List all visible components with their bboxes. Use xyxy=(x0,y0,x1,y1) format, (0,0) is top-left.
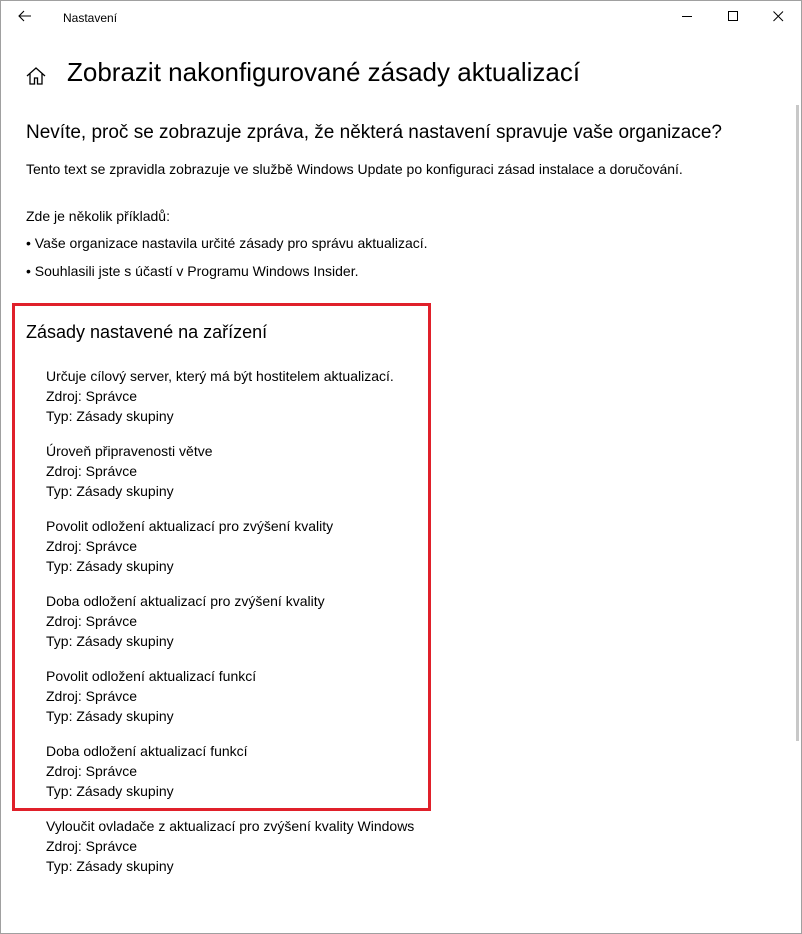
policy-item xyxy=(46,816,414,876)
policy-type: Typ: Zásady skupiny xyxy=(46,708,174,724)
policy-name: Určuje cílový server, který má být hostitelem aktualizací. xyxy=(46,368,394,384)
home-icon[interactable] xyxy=(25,65,47,87)
policy-source: Zdroj: Správce xyxy=(46,463,138,479)
examples-intro: Zde je několik příkladů: xyxy=(26,208,170,224)
close-button[interactable] xyxy=(755,1,801,35)
question-heading: Nevíte, proč se zobrazuje zpráva, že některá nastavení spravuje vaše organizace? xyxy=(26,122,722,143)
policy-name: Úroveň připravenosti větve xyxy=(46,443,213,459)
policy-source: Zdroj: Správce xyxy=(46,613,138,629)
policy-name: Doba odložení aktualizací funkcí xyxy=(46,743,248,759)
policy-item xyxy=(46,366,394,426)
policy-name: Doba odložení aktualizací pro zvýšení kvality xyxy=(46,593,325,609)
policy-source: Zdroj: Správce xyxy=(46,538,138,554)
back-button[interactable] xyxy=(9,3,41,33)
policies-heading: Zásady nastavené na zařízení xyxy=(26,322,268,342)
title-bar xyxy=(1,1,801,35)
minimize-icon xyxy=(682,9,693,27)
policy-source: Zdroj: Správce xyxy=(46,838,138,854)
policy-item xyxy=(46,516,333,576)
policy-type: Typ: Zásady skupiny xyxy=(46,633,174,649)
explanation-text: Tento text se zpravidla zobrazuje ve službě Windows Update po konfiguraci zásad instalace a doručování. xyxy=(26,161,683,177)
maximize-button[interactable] xyxy=(710,1,756,35)
policy-source: Zdroj: Správce xyxy=(46,763,138,779)
minimize-button[interactable] xyxy=(664,1,710,35)
maximize-icon xyxy=(728,9,739,27)
policy-source: Zdroj: Správce xyxy=(46,688,138,704)
page-title: Zobrazit nakonfigurované zásady aktualizací xyxy=(67,57,581,87)
policy-name: Povolit odložení aktualizací funkcí xyxy=(46,668,257,684)
policy-type: Typ: Zásady skupiny xyxy=(46,558,174,574)
policy-type: Typ: Zásady skupiny xyxy=(46,783,174,799)
policy-item xyxy=(46,741,248,801)
policy-type: Typ: Zásady skupiny xyxy=(46,483,174,499)
policy-name: Povolit odložení aktualizací pro zvýšení kvality xyxy=(46,518,334,534)
scrollbar[interactable] xyxy=(796,105,799,741)
example-item: • Souhlasili jste s účastí v Programu Windows Insider. xyxy=(26,263,359,279)
policy-item xyxy=(46,666,256,726)
policy-item xyxy=(46,441,213,501)
example-item: • Vaše organizace nastavila určité zásady pro správu aktualizací. xyxy=(26,235,428,251)
close-icon xyxy=(773,9,784,27)
arrow-left-icon xyxy=(18,9,32,27)
window-title: Nastavení xyxy=(63,11,118,25)
policy-type: Typ: Zásady skupiny xyxy=(46,408,174,424)
policy-item xyxy=(46,591,325,651)
policy-type: Typ: Zásady skupiny xyxy=(46,858,174,874)
policy-source: Zdroj: Správce xyxy=(46,388,138,404)
policy-name: Vyloučit ovladače z aktualizací pro zvýšení kvality Windows xyxy=(46,818,415,834)
